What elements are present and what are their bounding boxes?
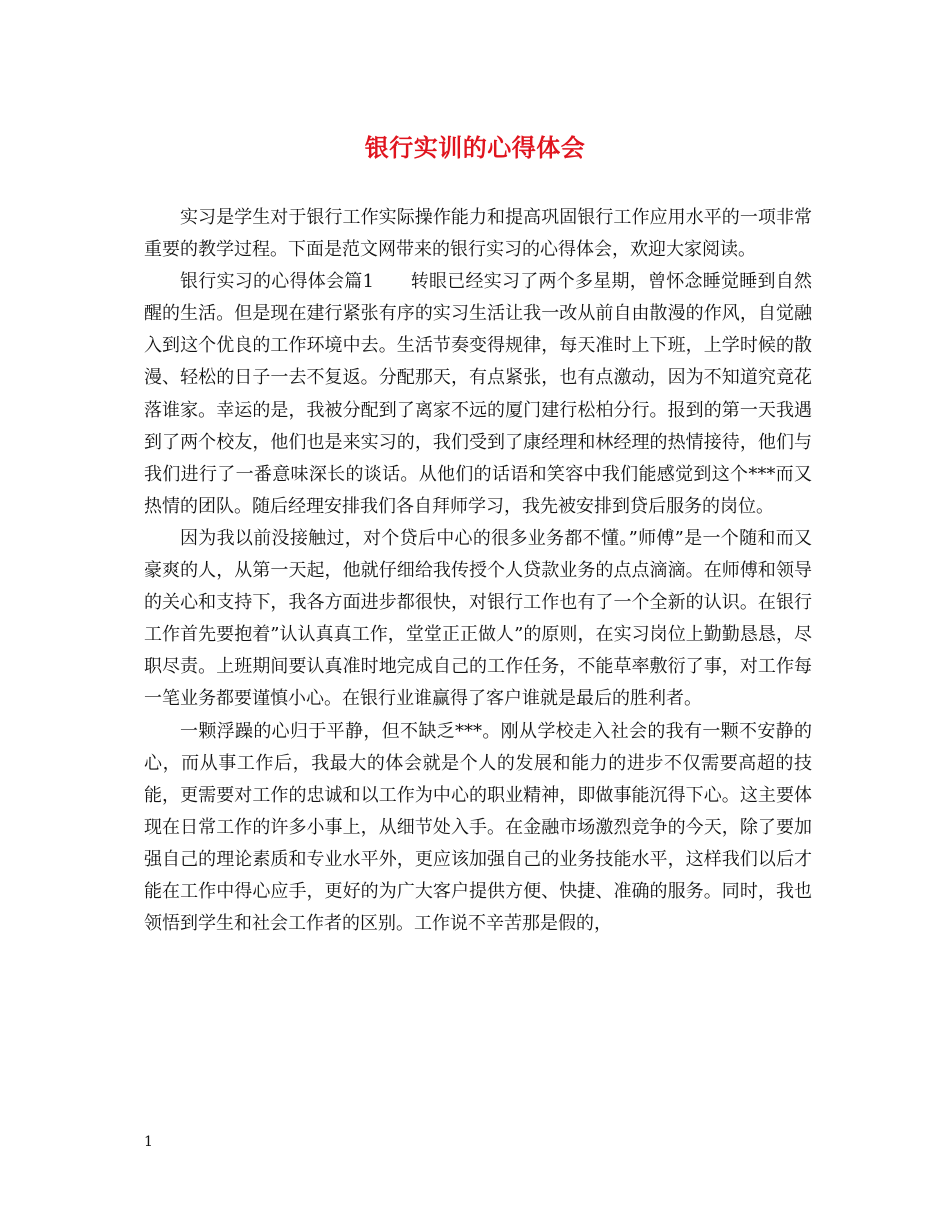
paragraph: 一颗浮躁的心归于平静，但不缺乏***。刚从学校走入社会的我有一颗不安静的心，而从事工作后，我最大的体会就是个人的发展和能力的进步不仅需要高超的技能，更需要对工作的忠诚和以工作为中心的职业精神，即做事能沉得下心。这主要体现在日常工作的许多小事上，从细节处入手。在金融市场激烈竞争的今天，除了要加强自己的理论素质和专业水平外，更应该加强自己的业务技能水平，这样我们以后才能在工作中得心应手，更好的为广大客户提供方便、快捷、准确的服务。同时，我也领悟到学生和社会工作者的区别。工作说不辛苦那是假的， [144,720,812,935]
paragraph: 银行实习的心得体会篇1 转眼已经实习了两个多星期，曾怀念睡觉睡到自然醒的生活。但是现在建行紧张有序的实习生活让我一改从前自由散漫的作风，自觉融入到这个优良的工作环境中去。生活节奏变得规律，每天准时上下班，上学时候的散漫、轻松的日子一去不复返。分配那天，有点紧张，也有点激动，因为不知道究竟花落谁家。幸运的是，我被分配到了离家不远的厦门建行松柏分行。报到的第一天我遇到了两个校友，他们也是来实习的，我们受到了康经理和林经理的热情接待，他们与我们进行了一番意味深长的谈话。从他们的话语和笑容中我们能感觉到这个***而又热情的团队。随后经理安排我们各自拜师学习，我先被安排到贷后服务的岗位。 [144,271,812,517]
paragraph: 因为我以前没接触过，对个贷后中心的很多业务都不懂。”师傅”是一个随和而又豪爽的人，从第一天起，他就仔细给我传授个人贷款业务的点点滴滴。在师傅和领导的关心和支持下，我各方面进步都很快，对银行工作也有了一个全新的认识。在银行工作首先要抱着”认认真真工作，堂堂正正做人”的原则，在实习岗位上勤勤恳恳，尽职尽责。上班期间要认真准时地完成自己的工作任务，不能草率敷衍了事，对工作每一笔业务都要谨慎小心。在银行业谁赢得了客户谁就是最后的胜利者。 [144,527,812,710]
body-text [144,202,812,940]
paragraph: 实习是学生对于银行工作实际操作能力和提高巩固银行工作应用水平的一项非常重要的教学过程。下面是范文网带来的银行实习的心得体会，欢迎大家阅读。 [144,207,812,261]
page-title: 银行实训的心得体会 [364,133,586,162]
page-number: 1 [144,1134,153,1150]
